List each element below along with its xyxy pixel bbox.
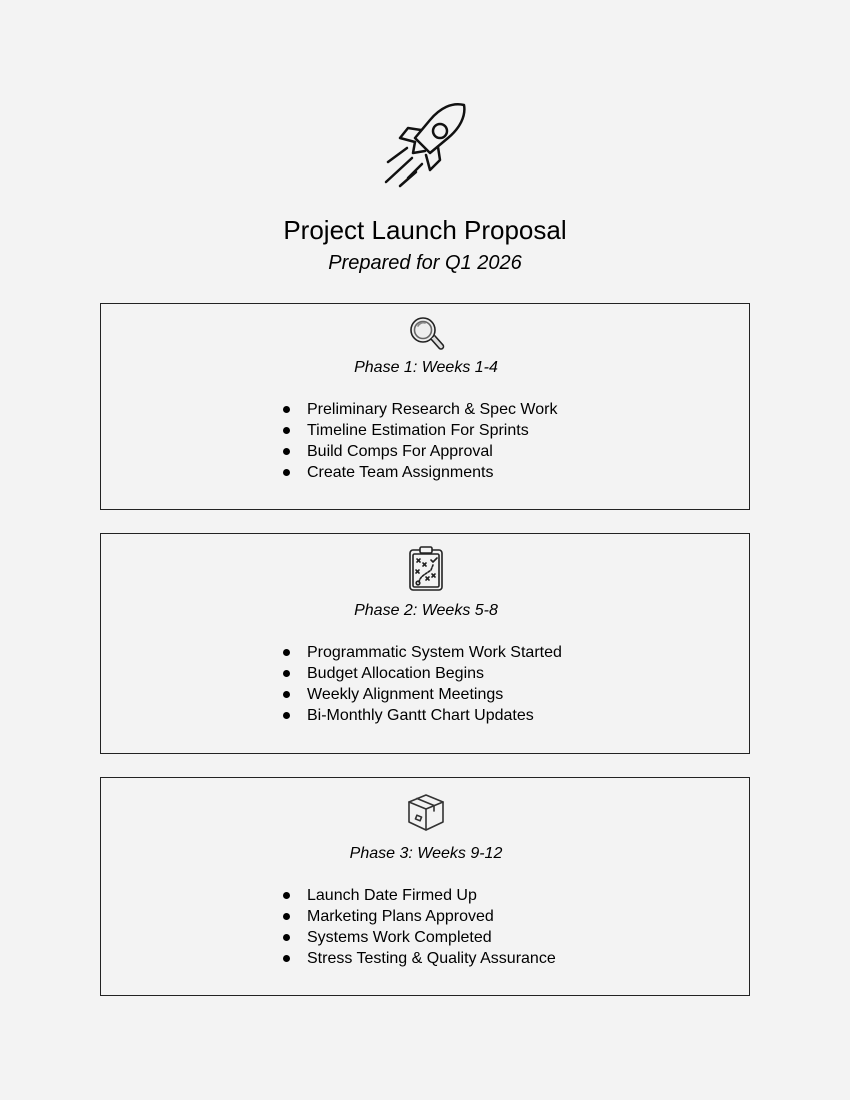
list-item: Budget Allocation Begins	[281, 663, 562, 684]
list-item: Preliminary Research & Spec Work	[281, 399, 557, 420]
list-item: Marketing Plans Approved	[281, 906, 556, 927]
rocket-icon	[380, 100, 470, 190]
list-item: Weekly Alignment Meetings	[281, 684, 562, 705]
list-item: Timeline Estimation For Sprints	[281, 420, 557, 441]
package-box-icon	[406, 792, 446, 834]
page-subtitle: Prepared for Q1 2026	[328, 252, 522, 274]
list-item: Stress Testing & Quality Assurance	[281, 948, 556, 969]
list-item: Bi-Monthly Gantt Chart Updates	[281, 705, 562, 726]
phase-2-list	[281, 642, 562, 726]
list-item: Create Team Assignments	[281, 462, 557, 483]
phase-2-card	[100, 533, 750, 754]
list-item: Systems Work Completed	[281, 927, 556, 948]
phase-1-card	[100, 303, 750, 510]
phase-3-list	[281, 885, 556, 969]
list-item: Build Comps For Approval	[281, 441, 557, 462]
phase-1-list	[281, 399, 557, 483]
phase-2-title: Phase 2: Weeks 5-8	[354, 602, 498, 619]
phase-3-title: Phase 3: Weeks 9-12	[349, 845, 503, 862]
clipboard-plan-icon	[406, 546, 446, 588]
page-title: Project Launch Proposal	[283, 215, 567, 245]
list-item: Launch Date Firmed Up	[281, 885, 556, 906]
magnifying-glass-icon	[406, 312, 446, 354]
list-item: Programmatic System Work Started	[281, 642, 562, 663]
phase-1-title: Phase 1: Weeks 1-4	[354, 359, 498, 376]
phase-3-card	[100, 777, 750, 996]
